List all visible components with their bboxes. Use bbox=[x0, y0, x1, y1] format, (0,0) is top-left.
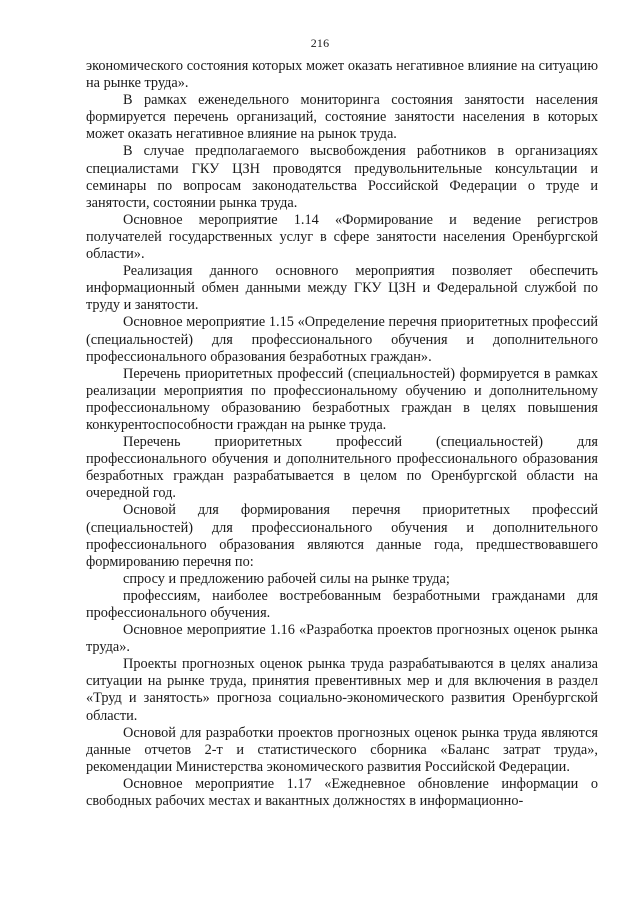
paragraph-2: В рамках еженедельного мониторинга состояния занятости населения формируется перечень организаций, состояние занятости населения в которых может оказать негативное влияние на рынок труда. bbox=[86, 92, 598, 143]
paragraph-1: экономического состояния которых может оказать негативное влияние на ситуацию на рынке труда». bbox=[86, 58, 598, 92]
paragraph-3: В случае предполагаемого высвобождения работников в организациях специалистами ГКУ ЦЗН проводятся предувольнительные консультации и семинары по вопросам законодательства Российской Федерации о труде и занятости, состоянии рынка труда. bbox=[86, 143, 598, 211]
paragraph-8: Перечень приоритетных профессий (специальностей) для профессионального обучения и дополнительного профессионального образования безработных граждан разрабатывается в целом по Оренбургской области на очередной год. bbox=[86, 434, 598, 502]
paragraph-6: Основное мероприятие 1.15 «Определение перечня приоритетных профессий (специальностей) для профессионального обучения и дополнительного профессионального образования безработных граждан». bbox=[86, 314, 598, 365]
list-item-2: профессиям, наиболее востребованным безработными гражданами для профессионального обучения. bbox=[86, 587, 598, 621]
paragraph-12: Основой для разработки проектов прогнозных оценок рынка труда являются данные отчетов 2-т и статистического сборника «Баланс затрат труда», рекомендации Министерства экономического развития Российской Федерации. bbox=[86, 724, 598, 775]
document-body bbox=[86, 58, 598, 810]
paragraph-5: Реализация данного основного мероприятия позволяет обеспечить информационный обмен данными между ГКУ ЦЗН и Федеральной службой по труду и занятости. bbox=[86, 263, 598, 314]
paragraph-4: Основное мероприятие 1.14 «Формирование и ведение регистров получателей государственных услуг в сфере занятости населения Оренбургской области». bbox=[86, 211, 598, 263]
paragraph-10: Основное мероприятие 1.16 «Разработка проектов прогнозных оценок рынка труда». bbox=[86, 622, 598, 656]
paragraph-13: Основное мероприятие 1.17 «Ежедневное обновление информации о свободных рабочих местах и вакантных должностях в информационно- bbox=[86, 775, 598, 810]
page-number: 216 bbox=[310, 36, 330, 50]
paragraph-9: Основой для формирования перечня приоритетных профессий (специальностей) для профессионального обучения и дополнительного профессионального образования являются данные года, предшествовавшего формированию перечня по: bbox=[86, 502, 598, 570]
paragraph-11: Проекты прогнозных оценок рынка труда разрабатываются в целях анализа ситуации на рынке труда, принятия превентивных мер и для включения в раздел «Труд и занятость» прогноза социально-экономического развития Оренбургской области. bbox=[86, 656, 598, 724]
list-item-1: спросу и предложению рабочей силы на рынке труда; bbox=[123, 570, 450, 587]
paragraph-7: Перечень приоритетных профессий (специальностей) формируется в рамках реализации мероприятия по профессиональному обучению и дополнительному профессиональному образованию безработных граждан в целях повышения конкурентоспособности граждан на рынке труда. bbox=[86, 365, 598, 433]
